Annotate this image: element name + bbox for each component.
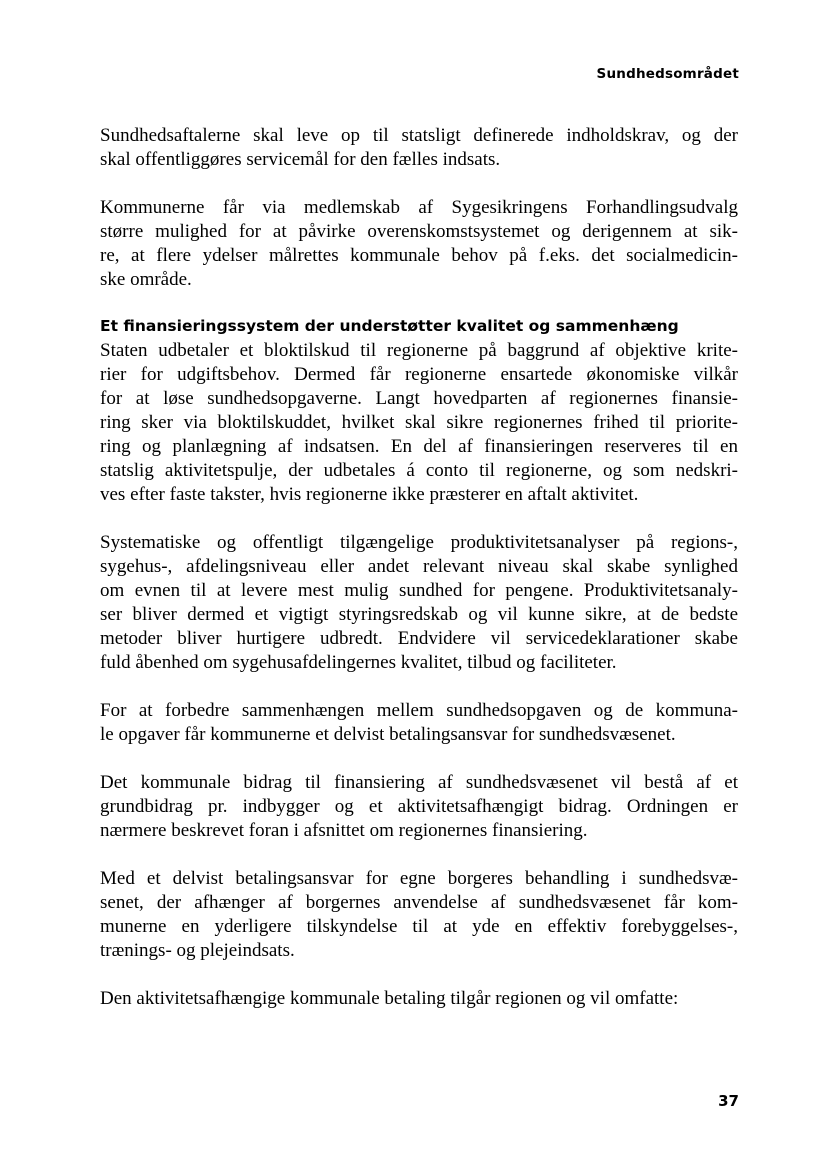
text-line: Det kommunale bidrag til finansiering af sundhedsvæsenet vil bestå af et <box>100 772 738 793</box>
text-line: nærmere beskrevet foran i afsnittet om regionernes finansiering. <box>100 820 588 841</box>
paragraph-kommunerne-medlemskab <box>100 196 738 292</box>
text-line: Kommunerne får via medlemskab af Sygesikringens Forhandlingsudvalg <box>100 197 738 218</box>
text-line: Systematiske og offentligt tilgængelige produktivitetsanalyser på regions-, <box>100 532 738 553</box>
paragraph-produktivitetsanalyser <box>100 531 738 675</box>
text-line: ves efter faste takster, hvis regionerne ikke præsterer en aftalt aktivitet. <box>100 484 639 505</box>
text-line: Staten udbetaler et bloktilskud til regionerne på baggrund af objektive krite- <box>100 340 738 361</box>
text-line: for at løse sundhedsopgaverne. Langt hovedparten af regionernes finansie- <box>100 388 738 409</box>
text-line: ring sker via bloktilskuddet, hvilket skal sikre regionernes frihed til priorite- <box>100 412 738 433</box>
text-line: større mulighed for at påvirke overenskomstsystemet og derigennem at sik- <box>100 221 738 242</box>
text-line: re, at flere ydelser målrettes kommunale behov på f.eks. det socialmedicin- <box>100 245 738 266</box>
text-line: fuld åbenhed om sygehusafdelingernes kvalitet, tilbud og faciliteter. <box>100 652 617 673</box>
text-line: For at forbedre sammenhængen mellem sundhedsopgaven og de kommuna- <box>100 700 738 721</box>
text-line: senet, der afhænger af borgernes anvendelse af sundhedsvæsenet får kom- <box>100 892 738 913</box>
paragraph-betalingsansvar <box>100 699 738 747</box>
text-line: ser bliver dermed et vigtigt styringsredskab og vil kunne sikre, at de bedste <box>100 604 738 625</box>
page-number: 37 <box>718 1092 739 1110</box>
section-heading: Et finansieringssystem der understøtter kvalitet og sammenhæng <box>100 317 679 335</box>
text-line: Den aktivitetsafhængige kommunale betaling tilgår regionen og vil omfatte: <box>100 988 679 1009</box>
paragraph-bloktilskud <box>100 339 738 507</box>
text-line: ske område. <box>100 269 192 290</box>
text-line: metoder bliver hurtigere udbredt. Endvidere vil servicedeklarationer skabe <box>100 628 738 649</box>
text-line: skal offentliggøres servicemål for den fælles indsats. <box>100 149 501 170</box>
text-line: le opgaver får kommunerne et delvist betalingsansvar for sundhedsvæsenet. <box>100 724 676 745</box>
text-line: ring og planlægning af indsatsen. En del af finansieringen reserveres til en <box>100 436 738 457</box>
paragraph-sundhedsaftaler <box>100 124 738 172</box>
paragraph-kommunale-bidrag <box>100 771 738 843</box>
text-line: statslig aktivitetspulje, der udbetales á conto til regionerne, og som nedskri- <box>100 460 738 481</box>
text-line: rier for udgiftsbehov. Dermed får regionerne ensartede økonomiske vilkår <box>100 364 738 385</box>
paragraph-delvist-betalingsansvar <box>100 867 738 963</box>
text-line: grundbidrag pr. indbygger og et aktivitetsafhængigt bidrag. Ordningen er <box>100 796 738 817</box>
text-line: sygehus-, afdelingsniveau eller andet relevant niveau skal skabe synlighed <box>100 556 738 577</box>
text-line: om evnen til at levere mest mulig sundhed for pengene. Produktivitetsanaly- <box>100 580 738 601</box>
paragraph-aktivitetsafhaengig-betaling <box>100 987 738 1011</box>
text-line: trænings- og plejeindsats. <box>100 940 295 961</box>
text-line: Sundhedsaftalerne skal leve op til statsligt definerede indholdskrav, og der <box>100 125 738 146</box>
running-header: Sundhedsområdet <box>596 66 739 82</box>
page-body <box>100 124 738 1035</box>
text-line: Med et delvist betalingsansvar for egne borgeres behandling i sundhedsvæ- <box>100 868 738 889</box>
text-line: munerne en yderligere tilskyndelse til at yde en effektiv forebyggelses-, <box>100 916 738 937</box>
